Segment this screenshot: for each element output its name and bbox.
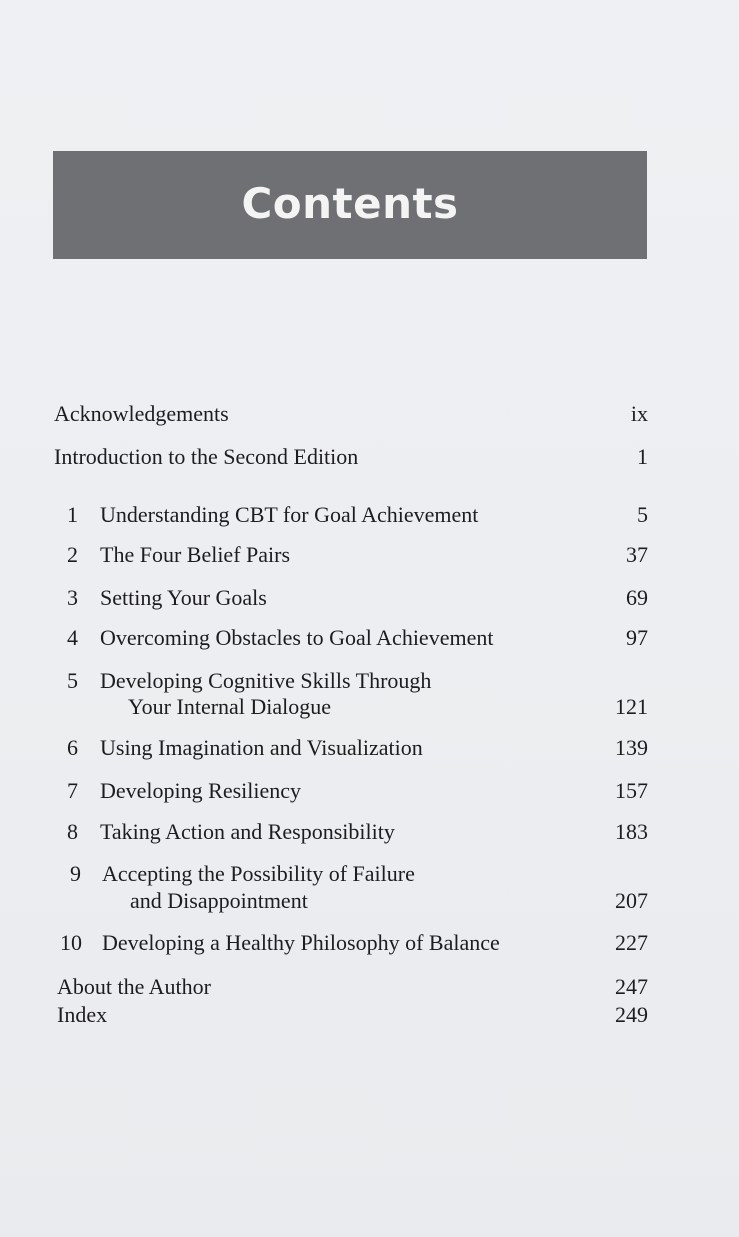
- chapter-number: 1: [67, 502, 78, 527]
- toc-entry-title: Index: [57, 1002, 108, 1027]
- toc-entry-title: About the Author: [57, 974, 211, 999]
- chapter-page: 121: [615, 694, 648, 719]
- toc-entry-page: ix: [630, 401, 648, 426]
- toc-entry-page: 249: [615, 1002, 648, 1027]
- toc-entry-page: 1: [637, 444, 648, 469]
- chapter-page: 69: [626, 585, 648, 610]
- chapter-number: 2: [67, 542, 78, 567]
- chapter-number: 9: [70, 861, 81, 886]
- chapter-title: Taking Action and Responsibility: [100, 819, 395, 844]
- chapter-title: Developing Cognitive Skills Through: [100, 668, 432, 693]
- chapter-page: 157: [615, 778, 648, 803]
- chapter-title-continued: Your Internal Dialogue: [128, 694, 332, 719]
- chapter-title: The Four Belief Pairs: [100, 542, 291, 567]
- chapter-title: Accepting the Possibility of Failure: [102, 861, 415, 886]
- chapter-page: 5: [637, 502, 648, 527]
- chapter-page: 227: [615, 930, 648, 955]
- toc-entry-title: Acknowledgements: [54, 401, 229, 426]
- chapter-number: 3: [67, 585, 78, 610]
- page-title: Contents: [241, 178, 459, 228]
- chapter-number: 5: [67, 668, 78, 693]
- chapter-title: Overcoming Obstacles to Goal Achievement: [100, 625, 494, 650]
- chapter-number: 4: [67, 625, 78, 650]
- chapter-title: Developing Resiliency: [100, 778, 302, 803]
- chapter-number: 8: [67, 819, 78, 844]
- chapter-title-continued: and Disappointment: [130, 888, 308, 913]
- chapter-title: Setting Your Goals: [100, 585, 267, 610]
- chapter-page: 207: [615, 888, 648, 913]
- chapter-title: Using Imagination and Visualization: [100, 735, 423, 760]
- chapter-title: Developing a Healthy Philosophy of Balance: [102, 930, 500, 955]
- chapter-page: 97: [626, 625, 648, 650]
- chapter-title: Understanding CBT for Goal Achievement: [100, 502, 479, 527]
- toc-entry-title: Introduction to the Second Edition: [54, 444, 359, 469]
- chapter-page: 139: [615, 735, 648, 760]
- chapter-page: 183: [615, 819, 648, 844]
- chapter-number: 6: [67, 735, 78, 760]
- chapter-number: 7: [67, 778, 78, 803]
- chapter-number: 10: [60, 930, 82, 955]
- toc-entry-page: 247: [615, 974, 648, 999]
- chapter-page: 37: [626, 542, 648, 567]
